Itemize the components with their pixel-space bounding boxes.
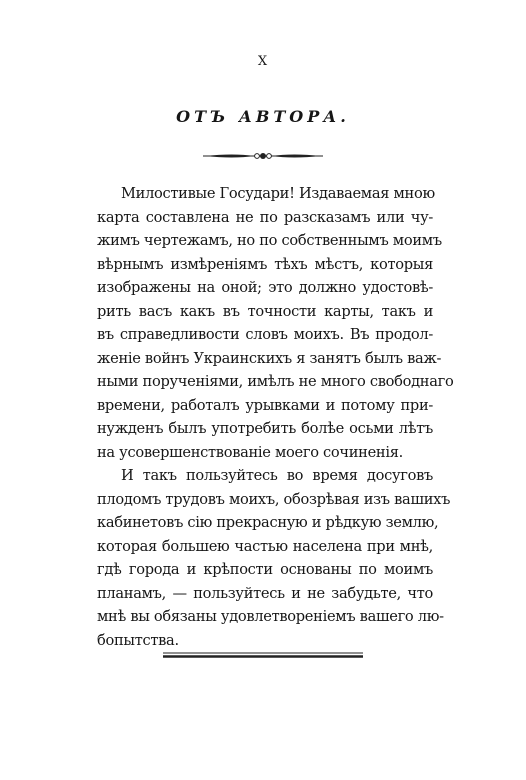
- text-line: въ справедливости словъ моихъ. Въ продол-: [97, 326, 433, 343]
- text-line: вѣрнымъ измѣреніямъ тѣхъ мѣстъ, которыя: [97, 255, 433, 273]
- text-line: которая большею частью населена при мнѣ,: [97, 537, 433, 555]
- text-line: на усовершенствованіе моего сочиненія.: [97, 443, 403, 461]
- text-line: женіе войнъ Украинскихъ я занятъ былъ важ-: [97, 349, 442, 367]
- text-line: нужденъ былъ употребить болѣе осьми лѣтъ: [97, 420, 433, 437]
- text-line: времени, работалъ урывками и потому при-: [97, 396, 433, 414]
- page-number: X: [257, 54, 269, 69]
- page-title: ОТЪ АВТОРА.: [176, 107, 350, 126]
- text-line: кабинетовъ сію прекрасную и рѣдкую землю,: [97, 514, 439, 531]
- text-line: Милостивые Государи! Издаваемая мною: [121, 185, 435, 202]
- text-line: И такъ пользуйтесь во время досуговъ: [121, 467, 433, 484]
- text-line: рить васъ какъ въ точности карты, такъ и: [97, 302, 433, 320]
- text-line: планамъ, — пользуйтесь и не забудьте, что: [97, 584, 433, 602]
- body-text: [97, 182, 454, 652]
- ornament-divider-top: [203, 150, 323, 162]
- text-line: ными порученіями, имѣлъ не много свободнаго: [97, 373, 454, 390]
- text-line: бопытства.: [97, 631, 179, 649]
- text-line: мнѣ вы обязаны удовлетвореніемъ вашего лю-: [97, 608, 444, 625]
- text-line: плодомъ трудовъ моихъ, обозрѣвая изъ вашихъ: [97, 490, 451, 508]
- ornament-divider-bottom: [163, 650, 363, 660]
- text-line: изображены на оной; это должно удостовѣ-: [97, 279, 433, 296]
- text-line: гдѣ города и крѣпости основаны по моимъ: [97, 561, 433, 578]
- text-line: карта составлена не по разсказамъ или чу-: [97, 208, 433, 226]
- text-line: жимъ чертежамъ, но по собственнымъ моимъ: [97, 232, 442, 249]
